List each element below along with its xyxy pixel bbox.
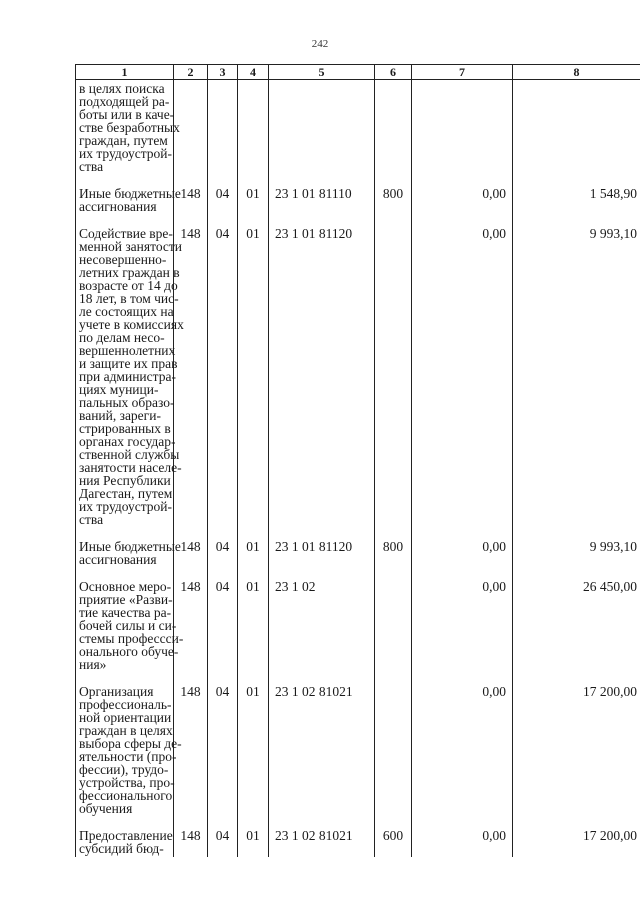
row-description bbox=[76, 226, 184, 540]
description-line: ной ориентации bbox=[79, 710, 172, 725]
description-line: ассигнования bbox=[79, 199, 157, 214]
expense-type-code bbox=[375, 227, 412, 540]
subsection-code bbox=[238, 80, 269, 188]
description-line: онального обуче- bbox=[79, 644, 179, 659]
target-article-code: 23 1 01 81120 bbox=[269, 227, 375, 540]
ministry-code: 148 bbox=[174, 685, 208, 829]
description-line: их трудоустрой- bbox=[79, 499, 173, 514]
table-row bbox=[76, 685, 640, 829]
description-line: Организация bbox=[79, 684, 154, 699]
amount-col8: 17 200,00 bbox=[513, 685, 640, 829]
description-line: ассигнования bbox=[79, 552, 157, 567]
section-code bbox=[208, 80, 238, 188]
amount-col8: 9 993,10 bbox=[513, 227, 640, 540]
row-description bbox=[76, 829, 174, 857]
description-line: ния Республики bbox=[79, 473, 171, 488]
description-line: несовершенно- bbox=[79, 252, 167, 267]
column-header: 2 bbox=[174, 65, 208, 80]
amount-col7: 0,00 bbox=[412, 580, 513, 685]
subsection-code: 01 bbox=[238, 227, 269, 540]
description-line: их трудоустрой- bbox=[79, 146, 173, 161]
amount-col7: 0,00 bbox=[412, 540, 513, 580]
section-code: 04 bbox=[208, 227, 238, 540]
description-line: вершеннолетних bbox=[79, 343, 176, 358]
amount-col8: 1 548,90 bbox=[513, 187, 640, 227]
description-line: пальных образо- bbox=[79, 395, 175, 410]
row-description bbox=[76, 539, 181, 580]
table-row bbox=[76, 829, 640, 857]
description-line: Иные бюджетные bbox=[79, 539, 181, 554]
description-line: менной занятости bbox=[79, 239, 183, 254]
row-description bbox=[76, 186, 181, 227]
description-line: граждан, путем bbox=[79, 133, 168, 148]
description-line: Дагестан, путем bbox=[79, 486, 173, 501]
description-line: по делам несо- bbox=[79, 330, 165, 345]
description-line: подходящей ра- bbox=[79, 94, 170, 109]
column-header: 5 bbox=[269, 65, 375, 80]
page-number: 242 bbox=[311, 38, 329, 50]
description-line: Основное меро- bbox=[79, 579, 172, 594]
column-header: 8 bbox=[513, 65, 640, 80]
description-line: тие качества ра- bbox=[79, 605, 172, 620]
amount-col8 bbox=[513, 80, 640, 188]
column-header: 6 bbox=[375, 65, 412, 80]
description-line: в целях поиска bbox=[79, 81, 165, 96]
table-row bbox=[76, 580, 640, 685]
description-line: стрированных в bbox=[79, 421, 171, 436]
ministry-code: 148 bbox=[174, 187, 208, 227]
description-line: приятие «Разви- bbox=[79, 592, 173, 607]
column-header: 3 bbox=[208, 65, 238, 80]
table-row bbox=[76, 80, 640, 188]
section-code: 04 bbox=[208, 829, 238, 857]
description-line: ства bbox=[79, 512, 104, 527]
section-code: 04 bbox=[208, 540, 238, 580]
description-line: боты или в каче- bbox=[79, 107, 175, 122]
amount-col7 bbox=[412, 80, 513, 188]
target-article-code: 23 1 02 81021 bbox=[269, 829, 375, 857]
description-line: Иные бюджетные bbox=[79, 186, 181, 201]
description-line: Содействие вре- bbox=[79, 226, 173, 241]
amount-col7: 0,00 bbox=[412, 187, 513, 227]
row-description bbox=[76, 684, 182, 829]
expense-type-code bbox=[375, 80, 412, 188]
ministry-code: 148 bbox=[174, 829, 208, 857]
description-line: органах государ- bbox=[79, 434, 176, 449]
column-header: 4 bbox=[238, 65, 269, 80]
description-line: занятости населе- bbox=[79, 460, 182, 475]
ministry-code: 148 bbox=[174, 540, 208, 580]
expense-type-code bbox=[375, 580, 412, 685]
target-article-code: 23 1 02 81021 bbox=[269, 685, 375, 829]
subsection-code: 01 bbox=[238, 580, 269, 685]
target-article-code bbox=[269, 80, 375, 188]
description-line: стве безработных bbox=[79, 120, 180, 135]
description-line: субсидий бюд- bbox=[79, 841, 164, 856]
table-row bbox=[76, 540, 640, 580]
description-line: ятельности (про- bbox=[79, 749, 177, 764]
description-line: и защите их прав bbox=[79, 356, 178, 371]
description-line: ваний, зареги- bbox=[79, 408, 161, 423]
budget-table bbox=[75, 64, 640, 857]
description-line: циях муници- bbox=[79, 382, 159, 397]
expense-type-code bbox=[375, 685, 412, 829]
description-line: граждан в целях bbox=[79, 723, 173, 738]
description-line: бочей силы и си- bbox=[79, 618, 177, 633]
description-line: при администра- bbox=[79, 369, 176, 384]
column-header: 7 bbox=[412, 65, 513, 80]
description-line: ственной службы bbox=[79, 447, 180, 462]
table-row bbox=[76, 187, 640, 227]
section-code: 04 bbox=[208, 580, 238, 685]
amount-col8: 17 200,00 bbox=[513, 829, 640, 857]
table-body bbox=[76, 80, 640, 858]
amount-col8: 26 450,00 bbox=[513, 580, 640, 685]
target-article-code: 23 1 01 81110 bbox=[269, 187, 375, 227]
expense-type-code: 600 bbox=[375, 829, 412, 857]
description-line: стемы профессси- bbox=[79, 631, 184, 646]
description-line: 18 лет, в том чис- bbox=[79, 291, 179, 306]
description-line: ния» bbox=[79, 657, 107, 672]
expense-type-code: 800 bbox=[375, 540, 412, 580]
description-line: ства bbox=[79, 159, 104, 174]
description-line: выбора сферы де- bbox=[79, 736, 182, 751]
ministry-code: 148 bbox=[174, 580, 208, 685]
ministry-code: 148 bbox=[174, 227, 208, 540]
description-line: учете в комиссиях bbox=[79, 317, 184, 332]
expense-type-code: 800 bbox=[375, 187, 412, 227]
header-row bbox=[76, 65, 640, 80]
description-line: обучения bbox=[79, 801, 133, 816]
table-row bbox=[76, 227, 640, 540]
target-article-code: 23 1 01 81120 bbox=[269, 540, 375, 580]
subsection-code: 01 bbox=[238, 829, 269, 857]
description-line: устройства, про- bbox=[79, 775, 175, 790]
description-line: летних граждан в bbox=[79, 265, 180, 280]
description-line: возрасте от 14 до bbox=[79, 278, 178, 293]
description-line: фессионального bbox=[79, 788, 173, 803]
amount-col8: 9 993,10 bbox=[513, 540, 640, 580]
amount-col7: 0,00 bbox=[412, 227, 513, 540]
target-article-code: 23 1 02 bbox=[269, 580, 375, 685]
section-code: 04 bbox=[208, 685, 238, 829]
description-line: ле состоящих на bbox=[79, 304, 174, 319]
section-code: 04 bbox=[208, 187, 238, 227]
row-description bbox=[76, 579, 184, 685]
column-header: 1 bbox=[76, 65, 174, 80]
description-line: фессии), трудо- bbox=[79, 762, 169, 777]
description-line: профессиональ- bbox=[79, 697, 172, 712]
amount-col7: 0,00 bbox=[412, 829, 513, 857]
subsection-code: 01 bbox=[238, 685, 269, 829]
description-line: Предоставление bbox=[79, 828, 173, 843]
row-description bbox=[76, 80, 180, 188]
amount-col7: 0,00 bbox=[412, 685, 513, 829]
subsection-code: 01 bbox=[238, 187, 269, 227]
subsection-code: 01 bbox=[238, 540, 269, 580]
